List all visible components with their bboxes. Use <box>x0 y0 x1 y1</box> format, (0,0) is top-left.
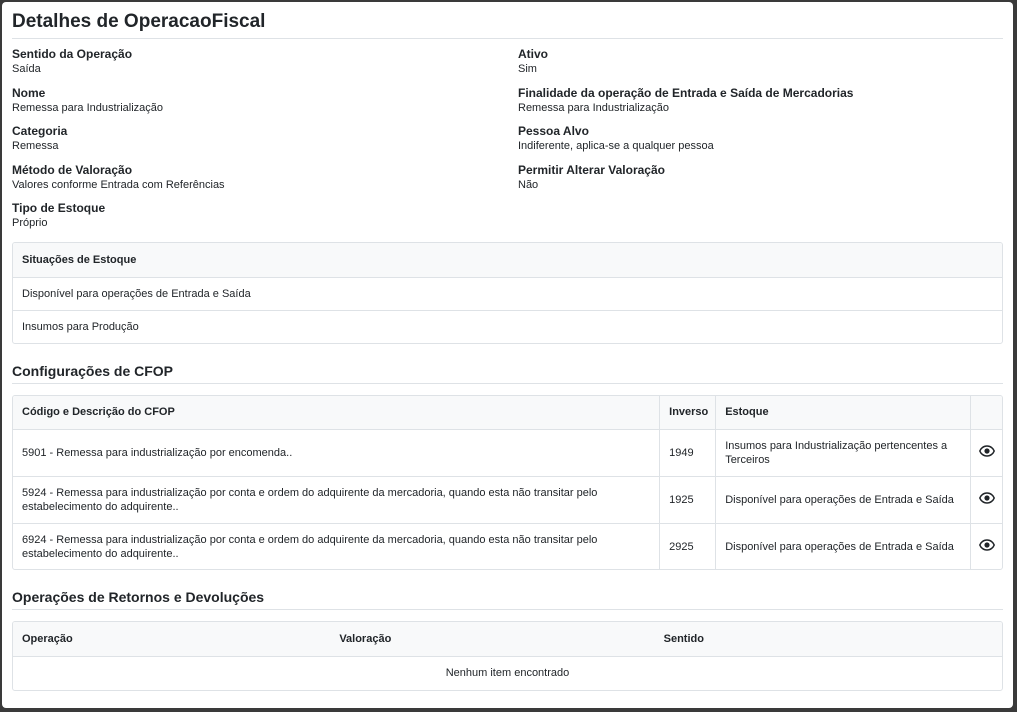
column-header-operacao: Operação <box>13 622 330 656</box>
cell-inverso: 2925 <box>660 524 716 570</box>
empty-message: Nenhum item encontrado <box>445 667 570 679</box>
column-header-valoracao: Valoração <box>330 622 654 656</box>
column-header-sentido: Sentido <box>655 622 1002 656</box>
field-ativo <box>518 47 1002 86</box>
field-label: Nome <box>12 85 46 100</box>
field-pessoa-alvo <box>518 124 1002 163</box>
table-row <box>13 524 1002 570</box>
returns-section-title: Operações de Retornos e Devoluções <box>12 589 1003 610</box>
field-label: Método de Valoração <box>12 162 133 177</box>
details-fields <box>12 47 1003 240</box>
field-label: Pessoa Alvo <box>518 124 589 138</box>
details-window <box>2 2 1013 708</box>
field-value: Remessa <box>12 140 59 152</box>
cfop-table <box>13 396 1002 570</box>
cell-estoque: Disponível para operações de Entrada e Saída <box>716 524 971 570</box>
field-value: Indiferente, aplica-se a qualquer pessoa <box>518 140 714 152</box>
table-row <box>13 477 1002 524</box>
cell-cfop-descricao: 5924 - Remessa para industrialização por conta e ordem do adquirente da mercadoria, quando esta não transitar pelo estabelecimento do adquirente.. <box>13 477 660 524</box>
eye-icon[interactable] <box>979 539 995 551</box>
table-header-row <box>13 622 1002 656</box>
table-header-row <box>13 396 1002 430</box>
column-header-actions <box>971 396 1002 430</box>
cell-cfop-descricao: 6924 - Remessa para industrialização por conta e ordem do adquirente da mercadoria, quando esta não transitar pelo estabelecimento do adquirente.. <box>13 524 660 570</box>
field-value: Próprio <box>12 217 48 229</box>
field-value: Remessa para Industrialização <box>518 101 670 114</box>
page-title: Detalhes de OperacaoFiscal <box>12 11 1003 39</box>
column-header-cfop: Código e Descrição do CFOP <box>13 396 660 430</box>
field-permitir-alterar-valoracao <box>518 163 1002 202</box>
cfop-section-title: Configurações de CFOP <box>12 363 1003 384</box>
list-item: Insumos para Produção <box>22 320 139 333</box>
field-categoria <box>12 124 518 163</box>
cell-inverso: 1949 <box>660 430 716 477</box>
cell-cfop-descricao: 5901 - Remessa para industrialização por encomenda.. <box>13 430 660 477</box>
returns-table-panel <box>12 621 1003 691</box>
returns-table <box>13 622 1002 690</box>
field-tipo-estoque <box>12 201 518 240</box>
cell-inverso: 1925 <box>660 477 716 524</box>
list-item: Disponível para operações de Entrada e Saída <box>13 278 1002 311</box>
column-header-estoque: Estoque <box>716 396 971 430</box>
field-value: Saída <box>12 63 41 75</box>
field-sentido-operacao <box>12 47 518 86</box>
field-metodo-valoracao <box>12 163 518 202</box>
field-label: Categoria <box>12 124 68 138</box>
field-value: Sim <box>518 63 537 75</box>
field-value: Não <box>518 178 539 191</box>
field-finalidade <box>518 86 1002 125</box>
cell-estoque: Insumos para Industrialização pertencentes a Terceiros <box>716 430 971 477</box>
cell-estoque: Disponível para operações de Entrada e Saída <box>716 477 971 524</box>
field-label: Finalidade da operação de Entrada e Saída de Mercadorias <box>518 85 854 100</box>
cell-actions <box>971 524 1002 570</box>
field-label: Permitir Alterar Valoração <box>518 162 665 177</box>
field-label: Tipo de Estoque <box>12 201 106 215</box>
eye-icon[interactable] <box>979 445 995 457</box>
table-row <box>13 430 1002 477</box>
cfop-table-panel <box>12 395 1003 571</box>
field-value: Remessa para Industrialização <box>12 101 164 114</box>
field-label: Ativo <box>518 47 548 61</box>
stock-situations-header: Situações de Estoque <box>13 243 1002 278</box>
stock-situations-panel <box>12 242 1003 344</box>
table-row <box>13 656 1002 690</box>
eye-icon[interactable] <box>979 492 995 504</box>
field-label: Sentido da Operação <box>12 47 133 61</box>
field-value: Valores conforme Entrada com Referências <box>12 178 225 191</box>
field-nome <box>12 86 518 125</box>
cell-actions <box>971 477 1002 524</box>
cell-actions <box>971 430 1002 477</box>
column-header-inverso: Inverso <box>660 396 716 430</box>
